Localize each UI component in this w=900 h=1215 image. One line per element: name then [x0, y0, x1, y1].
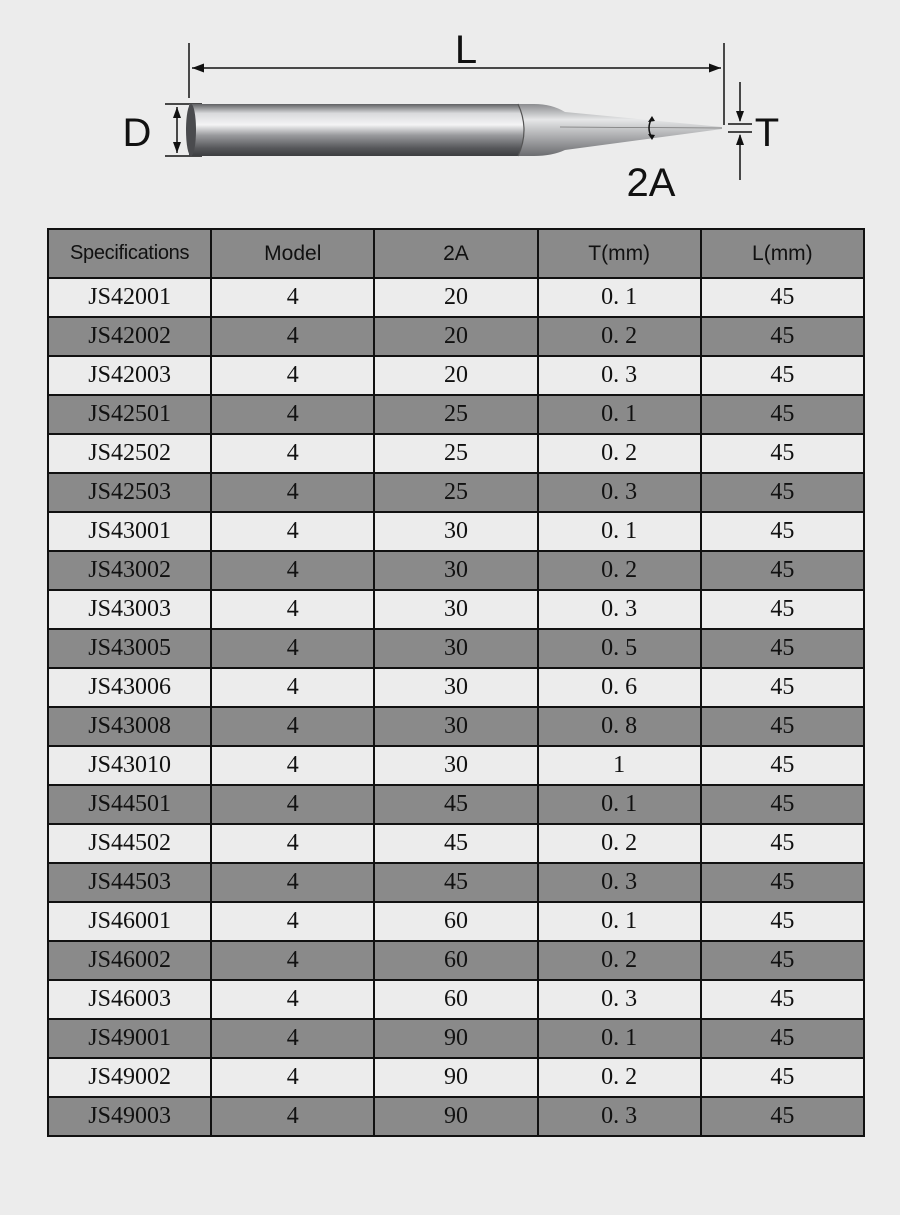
table-row: [48, 356, 864, 395]
tip-width-cell: 0. 2: [538, 941, 701, 980]
spec-cell: JS42502: [48, 434, 211, 473]
angle-cell: 30: [374, 551, 537, 590]
spec-cell: JS49001: [48, 1019, 211, 1058]
length-cell: 45: [701, 317, 864, 356]
tip-width-cell: 0. 2: [538, 434, 701, 473]
spec-cell: JS43005: [48, 629, 211, 668]
angle-cell: 25: [374, 434, 537, 473]
model-cell: 4: [211, 590, 374, 629]
table-row: [48, 824, 864, 863]
angle-cell: 45: [374, 863, 537, 902]
spec-cell: JS46002: [48, 941, 211, 980]
length-cell: 45: [701, 512, 864, 551]
model-cell: 4: [211, 1019, 374, 1058]
model-cell: 4: [211, 902, 374, 941]
length-cell: 45: [701, 356, 864, 395]
model-cell: 4: [211, 863, 374, 902]
model-cell: 4: [211, 941, 374, 980]
angle-cell: 20: [374, 278, 537, 317]
tip-width-cell: 0. 2: [538, 551, 701, 590]
header-angle: 2A: [374, 229, 537, 278]
length-cell: 45: [701, 824, 864, 863]
length-cell: 45: [701, 590, 864, 629]
model-cell: 4: [211, 824, 374, 863]
tool-body: [186, 104, 722, 156]
model-cell: 4: [211, 317, 374, 356]
table-row: [48, 551, 864, 590]
model-cell: 4: [211, 551, 374, 590]
tip-width-cell: 0. 5: [538, 629, 701, 668]
model-cell: 4: [211, 356, 374, 395]
tip-width-cell: 1: [538, 746, 701, 785]
spec-cell: JS42003: [48, 356, 211, 395]
tip-width-cell: 0. 1: [538, 278, 701, 317]
table-row: [48, 590, 864, 629]
specifications-table: [47, 228, 865, 1137]
length-cell: 45: [701, 629, 864, 668]
tip-width-cell: 0. 1: [538, 785, 701, 824]
tip-width-cell: 0. 6: [538, 668, 701, 707]
model-cell: 4: [211, 1058, 374, 1097]
length-cell: 45: [701, 980, 864, 1019]
table-row: [48, 1097, 864, 1136]
angle-cell: 25: [374, 395, 537, 434]
spec-cell: JS42001: [48, 278, 211, 317]
table-row: [48, 473, 864, 512]
model-cell: 4: [211, 512, 374, 551]
tip-width-cell: 0. 3: [538, 473, 701, 512]
table-row: [48, 1019, 864, 1058]
length-cell: 45: [701, 785, 864, 824]
length-cell: 45: [701, 1058, 864, 1097]
tip-width-cell: 0. 1: [538, 512, 701, 551]
tip-width-cell: 0. 8: [538, 707, 701, 746]
label-2A: 2A: [626, 161, 676, 205]
table-row: [48, 980, 864, 1019]
angle-cell: 20: [374, 317, 537, 356]
spec-cell: JS46001: [48, 902, 211, 941]
angle-cell: 60: [374, 902, 537, 941]
engraving-bit-diagram: [0, 0, 900, 220]
header-model: Model: [211, 229, 374, 278]
model-cell: 4: [211, 746, 374, 785]
angle-cell: 90: [374, 1019, 537, 1058]
model-cell: 4: [211, 395, 374, 434]
angle-cell: 30: [374, 590, 537, 629]
header-specifications: Specifications: [48, 229, 211, 278]
spec-cell: JS49003: [48, 1097, 211, 1136]
length-cell: 45: [701, 278, 864, 317]
table-row: [48, 668, 864, 707]
tip-width-cell: 0. 1: [538, 395, 701, 434]
angle-cell: 60: [374, 980, 537, 1019]
tip-width-cell: 0. 1: [538, 902, 701, 941]
angle-cell: 60: [374, 941, 537, 980]
label-T: T: [754, 111, 780, 155]
header-tip-width: T(mm): [538, 229, 701, 278]
spec-cell: JS43003: [48, 590, 211, 629]
angle-cell: 90: [374, 1097, 537, 1136]
spec-cell: JS42501: [48, 395, 211, 434]
label-L: L: [454, 28, 478, 72]
table-row: [48, 902, 864, 941]
tip-width-cell: 0. 2: [538, 824, 701, 863]
label-D: D: [122, 111, 152, 155]
spec-cell: JS43008: [48, 707, 211, 746]
angle-cell: 30: [374, 707, 537, 746]
angle-cell: 30: [374, 746, 537, 785]
tip-width-cell: 0. 3: [538, 863, 701, 902]
tip-width-cell: 0. 2: [538, 1058, 701, 1097]
table-row: [48, 746, 864, 785]
tip-width-cell: 0. 3: [538, 1097, 701, 1136]
angle-cell: 20: [374, 356, 537, 395]
length-cell: 45: [701, 434, 864, 473]
angle-cell: 45: [374, 785, 537, 824]
length-cell: 45: [701, 395, 864, 434]
length-cell: 45: [701, 941, 864, 980]
angle-cell: 30: [374, 512, 537, 551]
table-row: [48, 317, 864, 356]
table-row: [48, 863, 864, 902]
spec-cell: JS43002: [48, 551, 211, 590]
spec-cell: JS44502: [48, 824, 211, 863]
tip-width-cell: 0. 3: [538, 980, 701, 1019]
length-cell: 45: [701, 473, 864, 512]
model-cell: 4: [211, 1097, 374, 1136]
angle-cell: 30: [374, 668, 537, 707]
table-row: [48, 785, 864, 824]
tip-width-cell: 0. 3: [538, 356, 701, 395]
tip-width-cell: 0. 3: [538, 590, 701, 629]
model-cell: 4: [211, 278, 374, 317]
length-cell: 45: [701, 902, 864, 941]
angle-cell: 90: [374, 1058, 537, 1097]
length-cell: 45: [701, 863, 864, 902]
table-row: [48, 395, 864, 434]
length-cell: 45: [701, 1019, 864, 1058]
table-row: [48, 278, 864, 317]
table-row: [48, 1058, 864, 1097]
length-cell: 45: [701, 1097, 864, 1136]
table-row: [48, 941, 864, 980]
length-cell: 45: [701, 707, 864, 746]
length-cell: 45: [701, 668, 864, 707]
table-row: [48, 512, 864, 551]
model-cell: 4: [211, 707, 374, 746]
spec-cell: JS42002: [48, 317, 211, 356]
angle-cell: 30: [374, 629, 537, 668]
length-cell: 45: [701, 746, 864, 785]
spec-cell: JS46003: [48, 980, 211, 1019]
spec-cell: JS43006: [48, 668, 211, 707]
table-header-row: [48, 229, 864, 278]
model-cell: 4: [211, 434, 374, 473]
length-cell: 45: [701, 551, 864, 590]
tip-width-cell: 0. 1: [538, 1019, 701, 1058]
model-cell: 4: [211, 668, 374, 707]
spec-cell: JS49002: [48, 1058, 211, 1097]
tip-width-dimension: [728, 82, 752, 180]
table-row: [48, 434, 864, 473]
spec-cell: JS44503: [48, 863, 211, 902]
angle-cell: 45: [374, 824, 537, 863]
spec-cell: JS42503: [48, 473, 211, 512]
tip-width-cell: 0. 2: [538, 317, 701, 356]
model-cell: 4: [211, 629, 374, 668]
spec-cell: JS43010: [48, 746, 211, 785]
angle-cell: 25: [374, 473, 537, 512]
table-row: [48, 707, 864, 746]
table-row: [48, 629, 864, 668]
model-cell: 4: [211, 785, 374, 824]
model-cell: 4: [211, 473, 374, 512]
model-cell: 4: [211, 980, 374, 1019]
spec-cell: JS43001: [48, 512, 211, 551]
header-length: L(mm): [701, 229, 864, 278]
spec-cell: JS44501: [48, 785, 211, 824]
